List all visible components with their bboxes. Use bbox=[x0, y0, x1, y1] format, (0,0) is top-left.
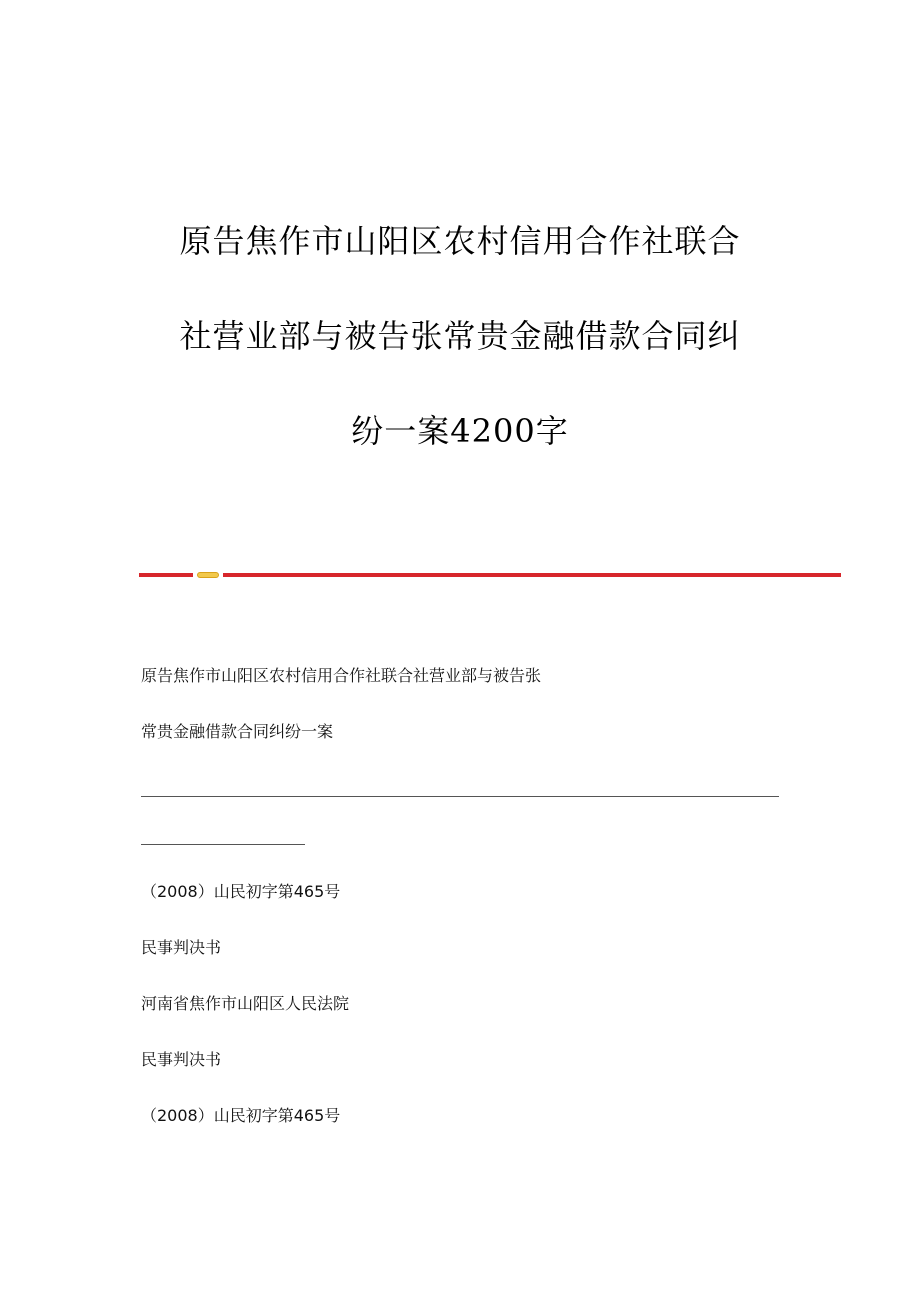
document-title-line-2: 社营业部与被告张常贵金融借款合同纠 bbox=[179, 317, 741, 355]
case-number: （2008）山民初字第465号 bbox=[141, 882, 341, 901]
case-heading-line-1: 原告焦作市山阳区农村信用合作社联合社营业部与被告张 bbox=[141, 666, 542, 685]
separator-line-long bbox=[141, 796, 779, 797]
title-divider bbox=[139, 572, 841, 578]
divider-ornament-icon bbox=[197, 572, 219, 578]
court-name: 河南省焦作市山阳区人民法院 bbox=[141, 994, 350, 1013]
case-heading-line-2: 常贵金融借款合同纠纷一案 bbox=[141, 722, 334, 741]
separator-line-short bbox=[141, 844, 305, 845]
judgment-label-repeat: 民事判决书 bbox=[141, 1050, 222, 1069]
case-number-repeat: （2008）山民初字第465号 bbox=[141, 1106, 341, 1125]
divider-bar-left bbox=[139, 573, 193, 577]
divider-bar-right bbox=[223, 573, 841, 577]
document-title-line-3: 纷一案4200字 bbox=[351, 412, 569, 450]
document-title-line-1: 原告焦作市山阳区农村信用合作社联合 bbox=[179, 222, 741, 260]
judgment-label: 民事判决书 bbox=[141, 938, 222, 957]
